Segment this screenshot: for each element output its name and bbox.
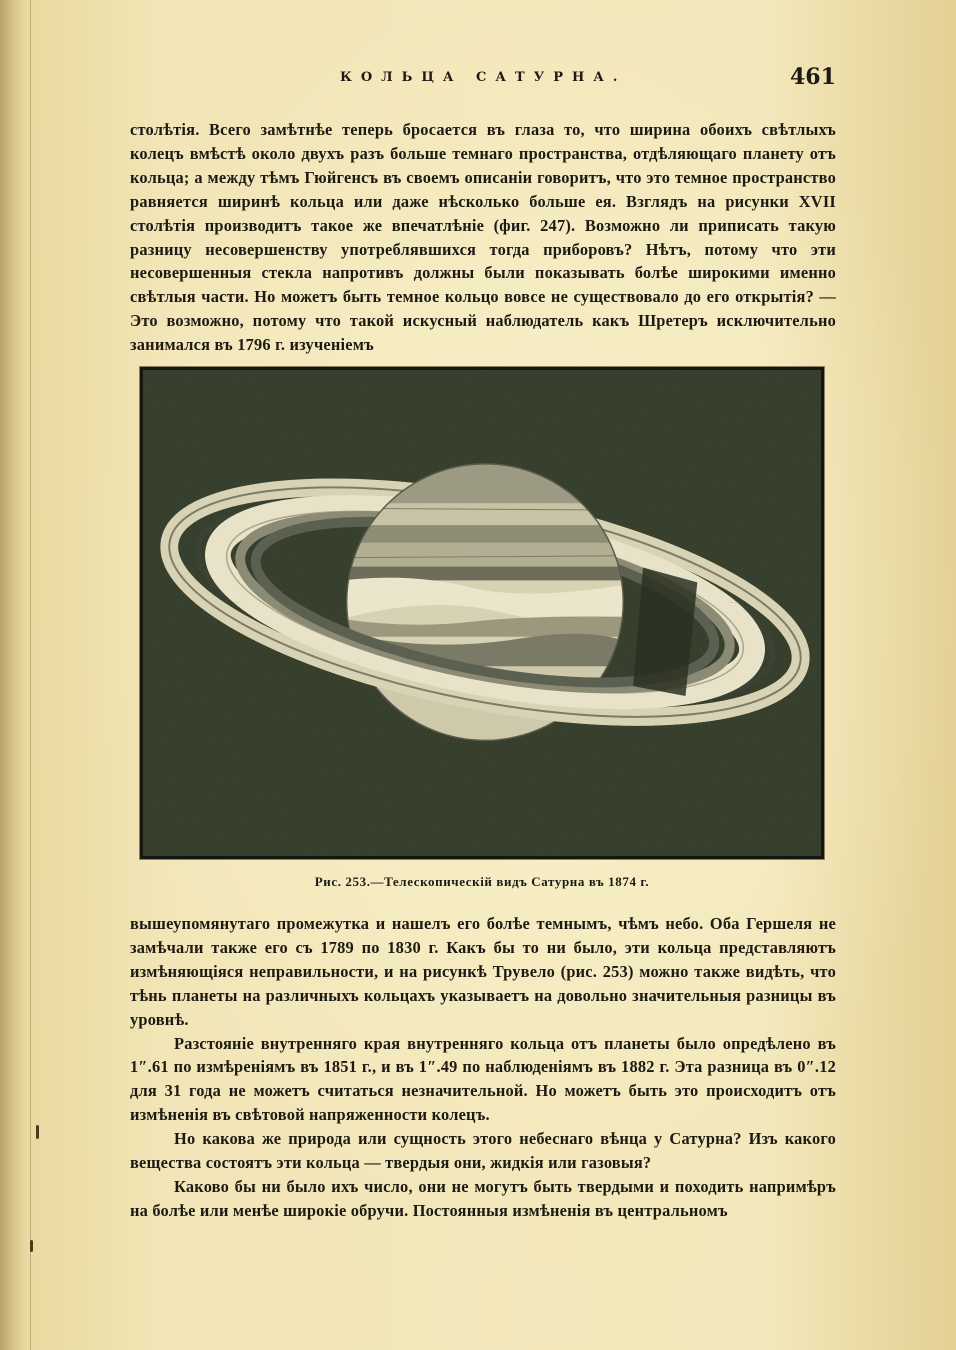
running-title: КОЛЬЦА САТУРНА. <box>340 70 627 85</box>
body-text-bottom <box>130 912 836 1223</box>
book-spine-shadow <box>0 0 26 1350</box>
paragraph: вышеупомянутаго промежутка и нашелъ его болѣе темнымъ, чѣмъ небо. Оба Гершеля не замѣчали также его съ 1789 по 1830 г. Какъ бы то ни было, эти кольца представляютъ измѣняющіяся неправильности, и на рисункѣ Трувело (рис. 253) можно также видѣть, что тѣнь планеты на различныхъ кольцахъ указываетъ на довольно значительныя разницы въ уровнѣ. <box>130 914 836 1029</box>
paragraph: Разстояніе внутренняго края внутренняго кольца отъ планеты было опредѣлено въ 1″.61 по измѣреніямъ въ 1851 г., и въ 1″.49 по наблюденіямъ въ 1882 г. Эта разница въ 0″.12 для 31 года не можетъ считаться незначительной. Но можетъ быть это происходитъ отъ измѣненія въ свѣтовой напряженности колецъ. <box>130 1033 836 1125</box>
margin-mark <box>36 1125 39 1139</box>
figure-caption: Рис. 253.—Телескопическій видъ Сатурна въ 1874 г. <box>314 874 650 889</box>
saturn-illustration <box>143 370 821 856</box>
paragraph: Но какова же природа или сущность этого небеснаго вѣнца у Сатурна? Изъ какого вещества состоятъ эти кольца — твердыя они, жидкія или газовыя? <box>130 1129 836 1173</box>
figure-saturn-engraving <box>140 367 824 859</box>
body-text-top <box>130 118 836 357</box>
page-number: 461 <box>790 64 836 90</box>
gutter-line <box>30 0 31 1350</box>
paragraph: Каково бы ни было ихъ число, они не могутъ быть твердыми и походить напримѣръ на болѣе или менѣе широкіе обручи. Постоянныя измѣненія въ центральномъ <box>130 1176 836 1220</box>
margin-mark <box>30 1240 33 1252</box>
paragraph: столѣтія. Всего замѣтнѣе теперь бросается въ глаза то, что ширина обоихъ свѣтлыхъ колецъ вмѣстѣ около двухъ разъ больше темнаго пространства, отдѣляющаго планету отъ кольца; а между тѣмъ Гюйгенсъ въ своемъ описаніи говоритъ, что это темное пространство равняется ширинѣ кольца или даже нѣсколько больше ея. Взглядъ на рисунки XVII столѣтія производитъ такое же впечатлѣніе (фиг. 247). Возможно ли приписать такую разницу несовершенству употреблявшихся тогда приборовъ? Нѣтъ, потому что эти несовершенныя стекла напротивъ должны были показывать болѣе широкими именно свѣтлыя части. Но можетъ быть темное кольцо вовсе не существовало до его открытія? — Это возможно, потому что такой искусный наблюдатель какъ Шретеръ исключительно занимался въ 1796 г. изученіемъ <box>130 120 836 355</box>
